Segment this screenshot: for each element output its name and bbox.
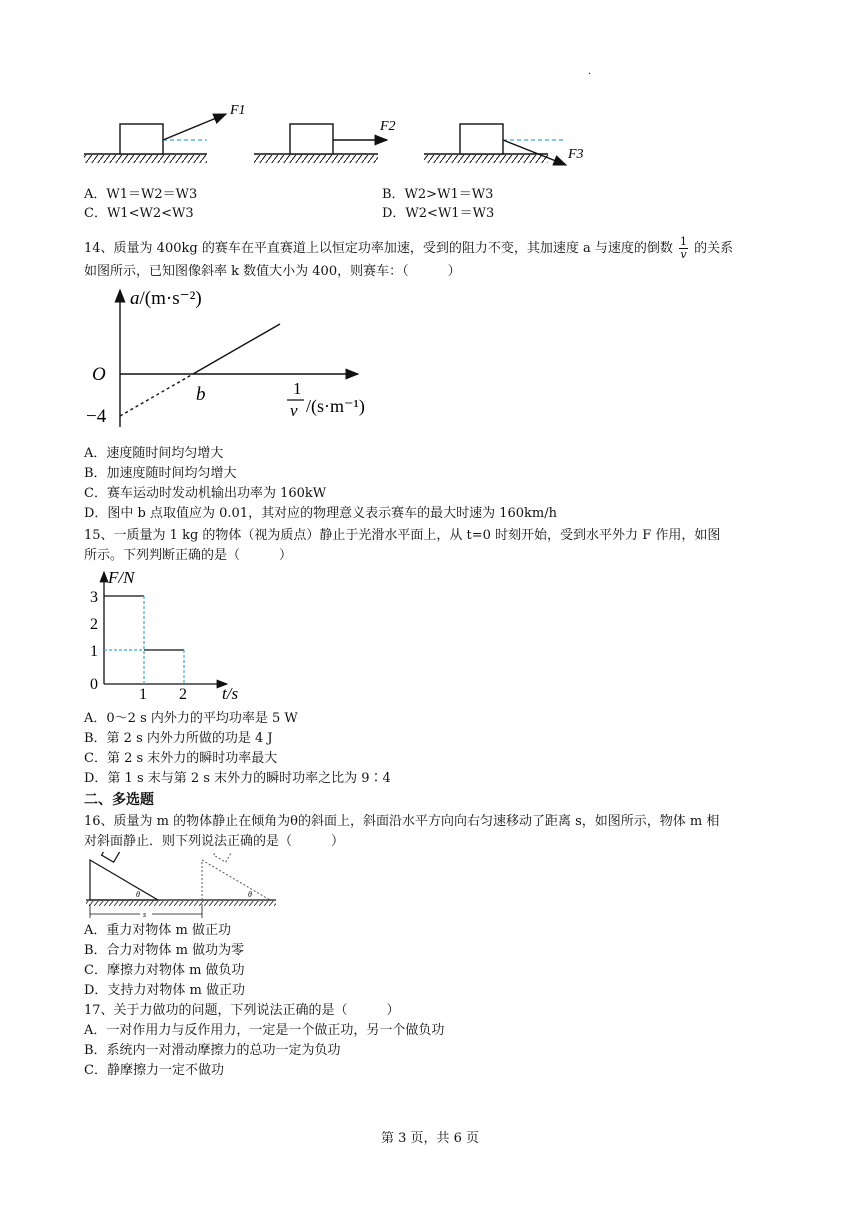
point-b-label: b	[196, 384, 206, 405]
q14-stem-line2: 如图所示，已知图像斜率 k 数值大小为 400，则赛车：（ ）	[84, 264, 461, 279]
q14-option-d: D．图中 b 点取值应为 0.01，其对应的物理意义表示赛车的最大时速为 160km/h	[84, 506, 557, 521]
page-footer: 第 3 页，共 6 页	[380, 1131, 480, 1146]
q14-stem-line1: 14、质量为 400kg 的赛车在平直赛道上以恒定功率加速，受到的阻力不变，其加速度 a 与速度的倒数 $\frac{1}{v}$ 的关系	[84, 235, 734, 261]
q16-incline-figure	[84, 852, 279, 922]
intercept-label: −4	[86, 406, 107, 427]
q13-option-a: A．W1＝W2＝W3	[84, 187, 198, 202]
q13-option-c: C．W1<W2<W3	[84, 206, 194, 221]
q15-option-d: D．第 1 s 末与第 2 s 末外力的瞬时功率之比为 9∶4	[84, 771, 391, 786]
q14-option-b: B．加速度随时间均匀增大	[84, 466, 237, 481]
y-tick-1: 1	[90, 643, 98, 660]
section-title: 二、多选题	[84, 792, 154, 808]
x-label-num: 1	[293, 379, 302, 398]
q16-option-b: B．合力对物体 m 做功为零	[84, 943, 245, 958]
q14-option-a: A．速度随时间均匀增大	[84, 446, 224, 461]
q13-force-diagrams	[82, 96, 602, 168]
q15-stem-line1: 15、一质量为 1 kg 的物体（视为质点）静止于光滑水平面上，从 t=0 时刻开始，受到水平外力 F 作用，如图	[84, 528, 721, 543]
dashed-extension	[120, 374, 193, 416]
y-tick-2: 2	[90, 616, 98, 633]
q15-graph	[84, 566, 264, 700]
svg-text:θ: θ	[248, 890, 252, 899]
diagram-f1	[84, 103, 246, 163]
y-axis-label: a/(m·s⁻²)	[130, 288, 202, 309]
q15-option-a: A．0～2 s 内外力的平均功率是 5 W	[84, 711, 298, 726]
q17-option-c: C．静摩擦力一定不做功	[84, 1063, 224, 1078]
q14-option-c: C．赛车运动时发动机输出功率为 160kW	[84, 486, 327, 501]
q16-option-c: C．摩擦力对物体 m 做负功	[84, 963, 245, 978]
q17-option-b: B．系统内一对滑动摩擦力的总功一定为负功	[84, 1043, 341, 1058]
y-tick-3: 3	[90, 589, 98, 606]
q16-stem-line1: 16、质量为 m 的物体静止在倾角为θ的斜面上，斜面沿水平方向向右匀速移动了距离 s，如图所示，物体 m 相	[84, 814, 720, 829]
top-mark: ·	[588, 69, 592, 80]
x-axis-label: t/s	[222, 684, 239, 700]
diagram-f2	[254, 119, 396, 163]
origin-label: 0	[90, 676, 98, 693]
svg-text:θ: θ	[136, 890, 140, 899]
q13-option-d: D．W2<W1＝W3	[382, 206, 495, 221]
x-label-den: v	[290, 401, 298, 420]
label-f1: F1	[230, 103, 246, 118]
x-tick-2: 2	[179, 686, 187, 700]
origin-label: O	[92, 364, 106, 385]
q16-option-a: A．重力对物体 m 做正功	[84, 923, 231, 938]
y-axis-label: F/N	[108, 568, 135, 587]
q15-option-b: B．第 2 s 内外力所做的功是 4 J	[84, 731, 273, 746]
graph-line	[193, 324, 280, 374]
x-tick-1: 1	[139, 686, 147, 700]
q15-stem-line2: 所示。下列判断正确的是（ ）	[84, 548, 293, 563]
q14-fraction: $\frac{1}{v}$	[679, 235, 687, 261]
q13-option-b: B．W2>W1＝W3	[382, 187, 494, 202]
x-label-unit: /(s·m⁻¹)	[306, 396, 365, 416]
q17-stem: 17、关于力做功的问题，下列说法正确的是（ ）	[84, 1003, 400, 1018]
q17-option-a: A．一对作用力与反作用力，一定是一个做正功，另一个做负功	[84, 1023, 445, 1038]
q15-option-c: C．第 2 s 末外力的瞬时功率最大	[84, 751, 278, 766]
svg-text:s: s	[143, 910, 147, 919]
diagram-f3	[424, 124, 584, 165]
q14-graph	[84, 282, 394, 437]
q16-option-d: D．支持力对物体 m 做正功	[84, 983, 246, 998]
q16-stem-line2: 对斜面静止．则下列说法正确的是（ ）	[84, 834, 345, 849]
label-f2: F2	[380, 119, 396, 134]
label-f3: F3	[568, 147, 584, 162]
